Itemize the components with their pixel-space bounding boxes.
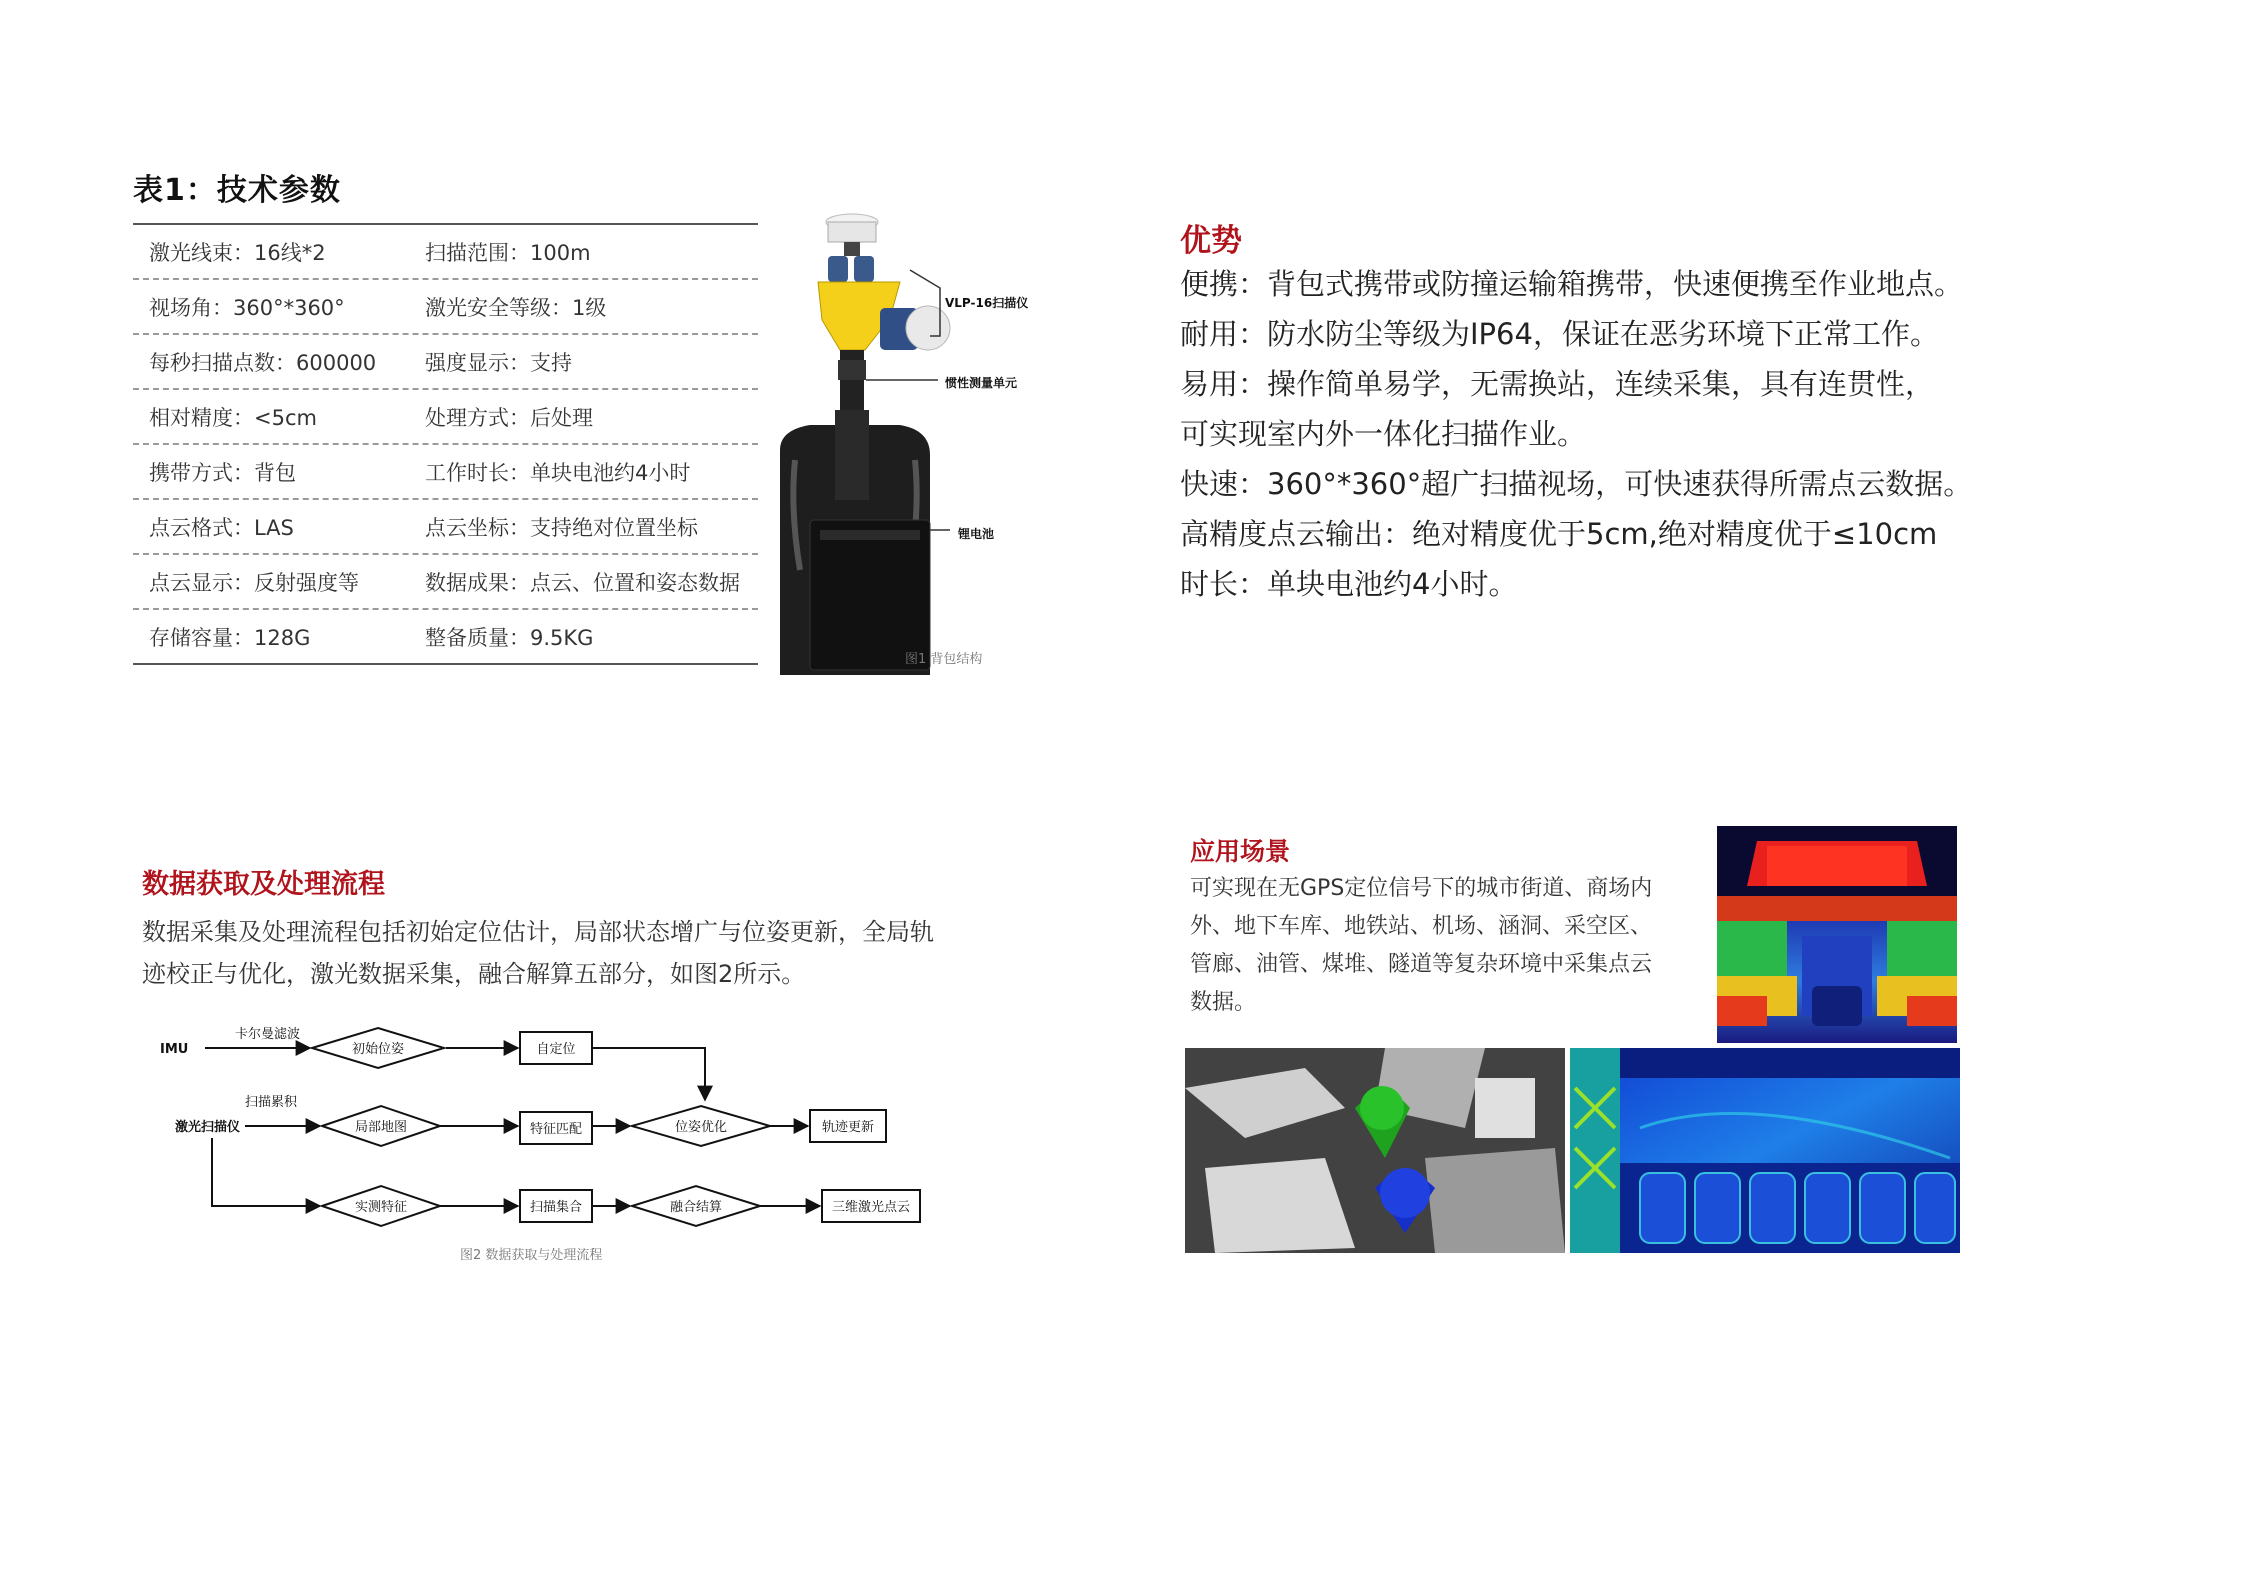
figure1-caption: 图1 背包结构 <box>905 652 983 667</box>
callout-scanner: VLP-16扫描仪 <box>945 296 1029 310</box>
spec-row <box>133 335 758 390</box>
flow-label-self-locate: 自定位 <box>536 1042 576 1057</box>
flow-label-pose-opt: 位姿优化 <box>674 1120 728 1135</box>
spec-cell: 激光安全等级：1级 <box>425 296 607 320</box>
spec-row <box>133 610 758 665</box>
spec-cell: 激光线束：16线*2 <box>149 241 326 265</box>
flow-label-pointcloud: 三维激光点云 <box>831 1200 911 1215</box>
advantage-line: 快速：360°*360°超广扫描视场，可快速获得所需点云数据。 <box>1180 467 1973 501</box>
callout-imu: 惯性测量单元 <box>945 376 1018 390</box>
spec-row <box>133 390 758 445</box>
advantage-line: 易用：操作简单易学，无需换站，连续采集，具有连贯性， <box>1180 367 1935 401</box>
spec-cell: 携带方式：背包 <box>149 461 296 485</box>
application-line: 数据。 <box>1190 990 1257 1015</box>
process-paragraph-line: 数据采集及处理流程包括初始定位估计，局部状态增广与位姿更新，全局轨 <box>142 918 934 946</box>
process-flowchart <box>160 1018 940 1258</box>
flow-label-feature-match: 特征匹配 <box>529 1122 583 1137</box>
spec-cell: 数据成果：点云、位置和姿态数据 <box>425 571 740 595</box>
process-title: 数据获取及处理流程 <box>142 869 385 900</box>
advantage-line: 高精度点云输出：绝对精度优于5cm,绝对精度优于≤10cm <box>1180 517 1938 551</box>
pointcloud-building-image <box>1717 826 1957 1043</box>
spec-row <box>133 280 758 335</box>
spec-cell: 处理方式：后处理 <box>425 406 593 430</box>
spec-cell: 视场角：360°*360° <box>149 296 345 320</box>
application-line: 外、地下车库、地铁站、机场、涵洞、采空区、 <box>1190 914 1653 939</box>
advantage-line: 时长：单块电池约4小时。 <box>1180 567 1518 601</box>
spec-row <box>133 555 758 610</box>
advantage-line: 便携：背包式携带或防撞运输箱携带，快速便携至作业地点。 <box>1180 267 1964 301</box>
application-line: 管廊、油管、煤堆、隧道等复杂环境中采集点云 <box>1190 952 1653 977</box>
backpack-illustration <box>740 210 1060 675</box>
flow-label-laser-scanner: 激光扫描仪 <box>175 1120 241 1135</box>
flow-label-scan-set: 扫描集合 <box>529 1200 583 1215</box>
spec-cell: 强度显示：支持 <box>425 351 572 375</box>
flow-label-fusion: 融合结算 <box>669 1200 723 1215</box>
flow-label-local-map: 局部地图 <box>354 1120 408 1135</box>
callout-battery: 锂电池 <box>958 527 995 541</box>
advantage-line: 可实现室内外一体化扫描作业。 <box>1180 417 1587 451</box>
advantages-title: 优势 <box>1180 223 1242 259</box>
flow-label-kalman: 卡尔曼滤波 <box>235 1027 301 1042</box>
figure2-caption: 图2 数据获取与处理流程 <box>460 1248 603 1263</box>
flow-label-measured-feature: 实测特征 <box>354 1200 408 1215</box>
flow-label-init-pose: 初始位姿 <box>351 1042 405 1057</box>
spec-cell: 点云坐标：支持绝对位置坐标 <box>425 516 698 540</box>
spec-cell: 整备质量：9.5KG <box>425 626 594 650</box>
process-paragraph-line: 迹校正与优化，激光数据采集，融合解算五部分，如图2所示。 <box>142 960 806 988</box>
application-title: 应用场景 <box>1190 837 1291 866</box>
flow-label-imu: IMU <box>160 1042 189 1057</box>
spec-cell: 扫描范围：100m <box>425 241 591 265</box>
spec-row <box>133 223 758 280</box>
application-line: 可实现在无GPS定位信号下的城市街道、商场内 <box>1190 876 1653 901</box>
flow-label-traj-update: 轨迹更新 <box>821 1120 875 1135</box>
spec-cell: 点云显示：反射强度等 <box>149 571 359 595</box>
spec-cell: 工作时长：单块电池约4小时 <box>425 461 691 485</box>
spec-cell: 存储容量：128G <box>149 626 311 650</box>
spec-cell: 每秒扫描点数：600000 <box>149 351 377 375</box>
spec-cell: 相对精度：<5cm <box>149 406 317 430</box>
advantage-line: 耐用：防水防尘等级为IP64，保证在恶劣环境下正常工作。 <box>1180 317 1939 351</box>
spec-cell: 点云格式：LAS <box>149 516 294 540</box>
table1-title: 表1：技术参数 <box>133 173 341 208</box>
spec-table <box>133 223 758 665</box>
pointcloud-aerial-image <box>1185 1048 1565 1253</box>
flow-label-scan-accumulate: 扫描累积 <box>245 1095 298 1110</box>
spec-row <box>133 445 758 500</box>
pointcloud-garage-image <box>1570 1048 1960 1253</box>
spec-row <box>133 500 758 555</box>
